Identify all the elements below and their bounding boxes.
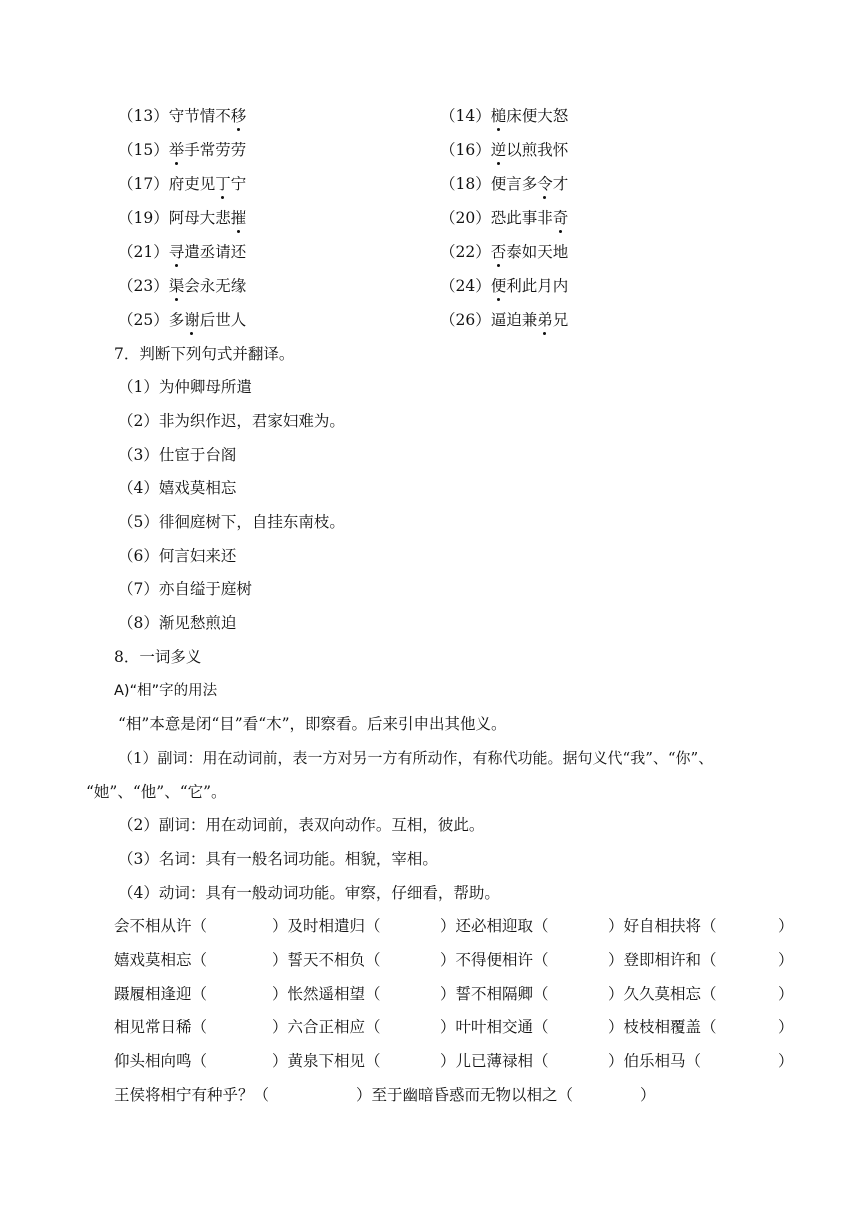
emphasis-dot-char: 逆 bbox=[490, 141, 507, 159]
grid-cell: ） bbox=[778, 1018, 794, 1036]
emphasis-dot-char: 否 bbox=[490, 243, 507, 261]
grid-cell: ）儿已薄禄相（ bbox=[440, 1052, 549, 1070]
emphasis-dot-char: 槌 bbox=[490, 107, 507, 125]
emphasis-dot-char: 丁 bbox=[215, 175, 231, 193]
emphasis-dot-char: 弟 bbox=[537, 311, 553, 329]
q7-item: （8）渐见愁煎迫 bbox=[118, 614, 237, 632]
grid-cell: 会不相从许（ bbox=[114, 917, 208, 935]
q8-grid-row bbox=[114, 950, 794, 970]
q7-title: 7．判断下列句式并翻译。 bbox=[114, 345, 295, 363]
q8-grid-row bbox=[114, 984, 794, 1004]
grid-cell: ）伯乐相马（ bbox=[608, 1052, 702, 1070]
grid-cell: ）六合正相应（ bbox=[272, 1018, 381, 1036]
q8-last-line bbox=[114, 1085, 656, 1105]
q8-intro: “相”本意是闭“目”看“木”，即察看。后来引申出其他义。 bbox=[118, 715, 507, 733]
q7-item: （6）何言妇来还 bbox=[118, 547, 237, 565]
grid-cell: ）还必相迎取（ bbox=[440, 917, 549, 935]
last-line-part: ）至于幽暗昏惑而无物以相之（ bbox=[356, 1086, 574, 1104]
q7-item: （5）徘徊庭树下，自挂东南枝。 bbox=[118, 513, 345, 531]
q6-item-25: （25）多谢后世人 bbox=[118, 311, 247, 329]
q7-item: （1）为仲卿母所遣 bbox=[118, 378, 252, 396]
grid-cell: ）不得便相许（ bbox=[440, 951, 549, 969]
q7-item: （7）亦自缢于庭树 bbox=[118, 580, 252, 598]
q6-item-20: （20）恐此事非奇 bbox=[440, 209, 569, 227]
grid-cell: ） bbox=[778, 985, 794, 1003]
last-line-part: ） bbox=[640, 1086, 656, 1104]
emphasis-dot-char: 摧 bbox=[230, 209, 247, 227]
q8-def-1: （1）副词：用在动词前，表一方对另一方有所动作，有称代功能。据句义代“我”、“你”、 bbox=[118, 749, 714, 767]
q6-item-26: （26）逼迫兼弟兄 bbox=[440, 311, 569, 329]
emphasis-dot-char: 举 bbox=[168, 141, 185, 159]
q8-def-3: （3）名词：具有一般名词功能。相貌，宰相。 bbox=[118, 850, 438, 868]
emphasis-dot-char: 便 bbox=[490, 277, 507, 295]
q6-item-14: （14）槌床便大怒 bbox=[440, 107, 569, 125]
q8-grid-row bbox=[114, 1017, 794, 1037]
grid-cell: 嬉戏莫相忘（ bbox=[114, 951, 208, 969]
q8-def-1-cont: “她”、“他”、“它”。 bbox=[86, 783, 227, 801]
q7-item: （3）仕宦于台阁 bbox=[118, 446, 237, 464]
q6-item-13: （13）守节情不移 bbox=[118, 107, 247, 125]
emphasis-dot-char: 寻 bbox=[168, 243, 185, 261]
grid-cell: ）登即相许和（ bbox=[608, 951, 717, 969]
emphasis-dot-char: 令 bbox=[537, 175, 553, 193]
q6-item-21: （21）寻遣丞请还 bbox=[118, 243, 247, 261]
grid-cell: ）及时相遣归（ bbox=[272, 917, 381, 935]
emphasis-dot-char: 谢 bbox=[184, 311, 200, 329]
emphasis-dot-char: 渠 bbox=[168, 277, 185, 295]
grid-cell: 蹑履相逢迎（ bbox=[114, 985, 208, 1003]
q7-item: （2）非为织作迟，君家妇难为。 bbox=[118, 412, 345, 430]
q8-grid-row bbox=[114, 916, 794, 936]
grid-cell: ）黄泉下相见（ bbox=[272, 1052, 381, 1070]
q8-def-2: （2）副词：用在动词前，表双向动作。互相，彼此。 bbox=[118, 816, 485, 834]
q6-item-17: （17）府吏见丁宁 bbox=[118, 175, 247, 193]
grid-cell: ）誓不相隔卿（ bbox=[440, 985, 549, 1003]
emphasis-dot-char: 奇 bbox=[552, 209, 569, 227]
grid-cell: ） bbox=[778, 951, 794, 969]
grid-cell: ）誓天不相负（ bbox=[272, 951, 381, 969]
q8-def-4: （4）动词：具有一般动词功能。审察，仔细看，帮助。 bbox=[118, 884, 500, 902]
grid-cell: ） bbox=[778, 1052, 794, 1070]
emphasis-dot-char: 移 bbox=[230, 107, 247, 125]
q6-item-16: （16）逆以煎我怀 bbox=[440, 141, 569, 159]
q6-item-24: （24）便利此月内 bbox=[440, 277, 569, 295]
q6-item-22: （22）否泰如天地 bbox=[440, 243, 569, 261]
q7-item: （4）嬉戏莫相忘 bbox=[118, 479, 237, 497]
q6-item-19: （19）阿母大悲摧 bbox=[118, 209, 247, 227]
grid-cell: ）久久莫相忘（ bbox=[608, 985, 717, 1003]
grid-cell: ）好自相扶将（ bbox=[608, 917, 717, 935]
q6-item-15: （15）举手常劳劳 bbox=[118, 141, 247, 159]
q8-subtitle: A)“相”字的用法 bbox=[114, 683, 218, 699]
grid-cell: ）枝枝相覆盖（ bbox=[608, 1018, 717, 1036]
grid-cell: ） bbox=[778, 917, 794, 935]
q8-title: 8．一词多义 bbox=[114, 648, 202, 666]
grid-cell: 仰头相向鸣（ bbox=[114, 1052, 208, 1070]
q8-grid-row bbox=[114, 1051, 794, 1071]
grid-cell: ）怅然遥相望（ bbox=[272, 985, 381, 1003]
q6-item-23: （23）渠会永无缘 bbox=[118, 277, 247, 295]
last-line-part: 王侯将相宁有种乎？（ bbox=[114, 1086, 270, 1104]
grid-cell: 相见常日稀（ bbox=[114, 1018, 208, 1036]
grid-cell: ）叶叶相交通（ bbox=[440, 1018, 549, 1036]
q6-item-18: （18）便言多令才 bbox=[440, 175, 569, 193]
